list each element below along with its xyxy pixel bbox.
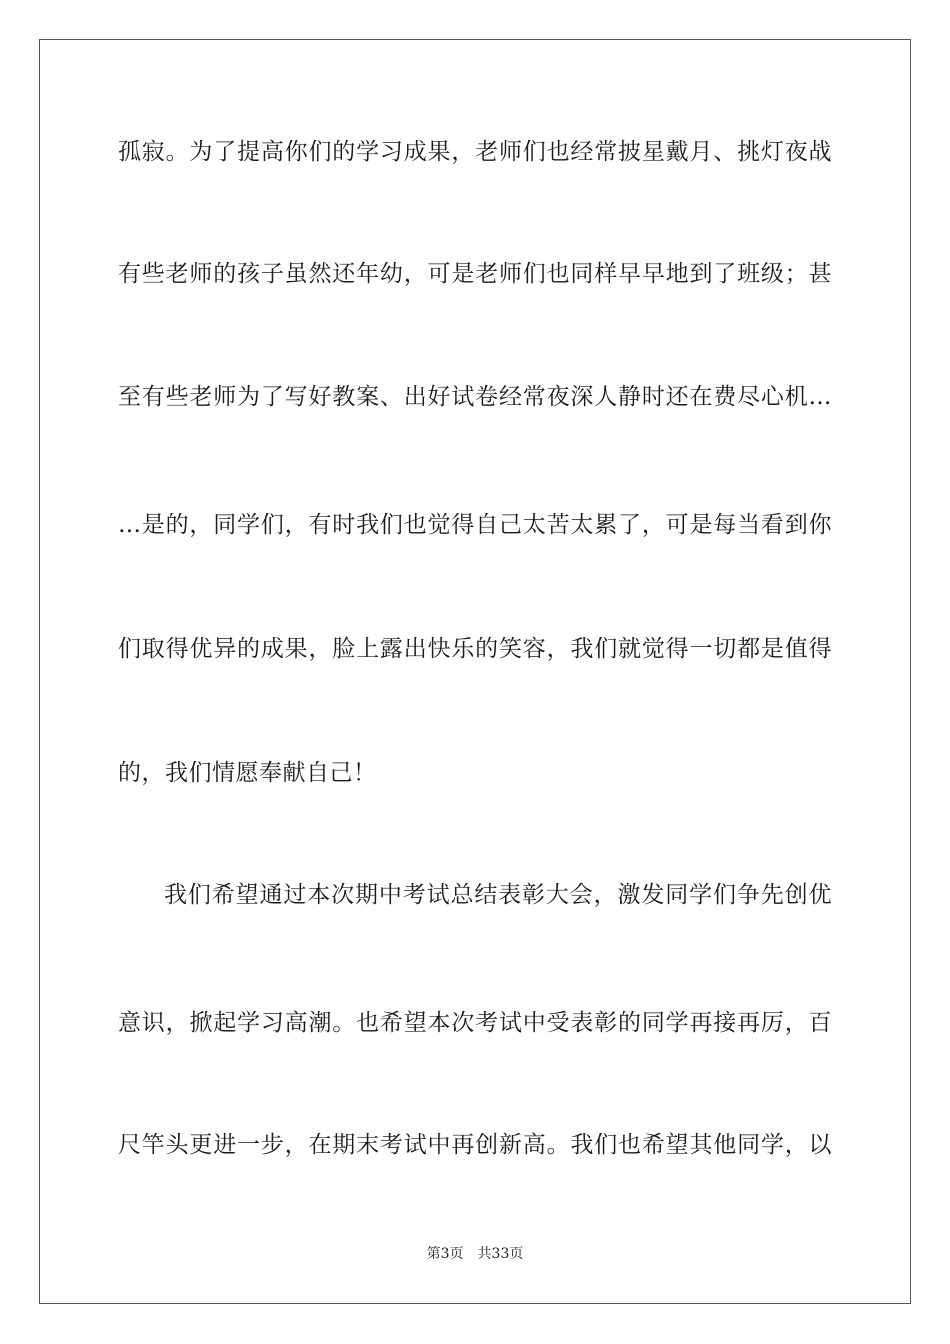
paragraph-first-line: 我们希望通过本次期中考试总结表彰大会，激发同学们争先创优: [164, 882, 832, 908]
body-text-line: 们取得优异的成果，脸上露出快乐的笑容，我们就觉得一切都是值得: [118, 636, 832, 662]
body-text-line: 有些老师的孩子虽然还年幼，可是老师们也同样早早地到了班级；甚: [118, 261, 832, 287]
body-text-line: 至有些老师为了写好教案、出好试卷经常夜深人静时还在费尽心机…: [118, 384, 832, 410]
body-text-line: 的，我们情愿奉献自己！: [118, 760, 377, 786]
page-number: 第3页: [426, 1246, 464, 1262]
body-text-line: …是的，同学们，有时我们也觉得自己太苦太累了，可是每当看到你: [118, 512, 832, 538]
page-border: [39, 39, 911, 1304]
page-footer: [0, 1245, 950, 1263]
body-text-line: 孤寂。为了提高你们的学习成果，老师们也经常披星戴月、挑灯夜战: [118, 139, 832, 165]
body-text-line: 意识，掀起学习高潮。也希望本次考试中受表彰的同学再接再厉，百: [118, 1010, 832, 1036]
page-total: 共33页: [477, 1246, 524, 1262]
body-text-line: 尺竿头更进一步，在期末考试中再创新高。我们也希望其他同学，以: [118, 1132, 832, 1158]
